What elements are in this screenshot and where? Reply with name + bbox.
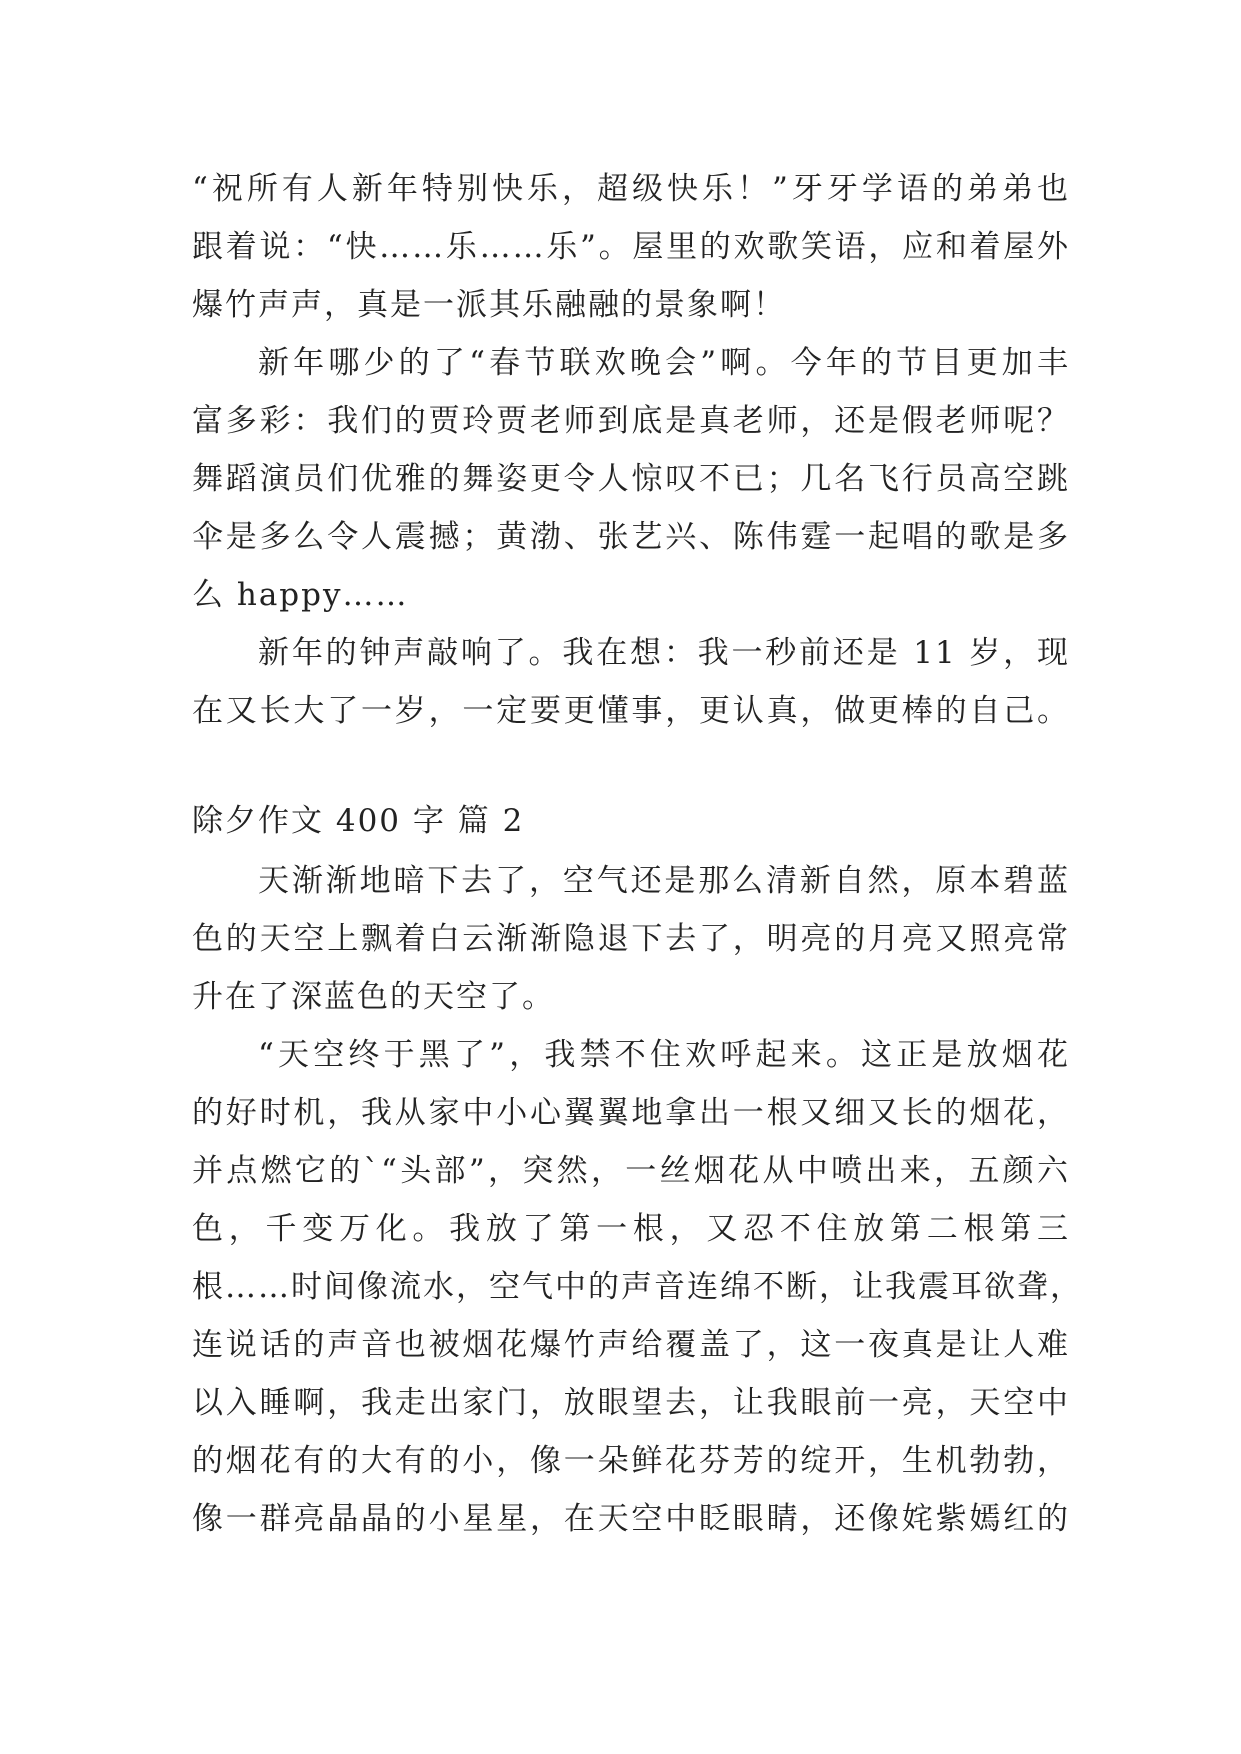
text-line: 升在了深蓝色的天空了。 [192, 979, 555, 1015]
text-line: 的烟花有的大有的小，像一朵鲜花芬芳的绽开，生机勃勃， [192, 1443, 1070, 1479]
text-line: 舞蹈演员们优雅的舞姿更令人惊叹不已；几名飞行员高空跳 [192, 461, 1070, 497]
text-line: 新年哪少的了“春节联欢晚会”啊。今年的节目更加丰 [258, 345, 1070, 381]
text-line: 的好时机，我从家中小心翼翼地拿出一根又细又长的烟花， [192, 1095, 1070, 1131]
text-line: 连说话的声音也被烟花爆竹声给覆盖了，这一夜真是让人难 [192, 1327, 1070, 1363]
text-line: 色，千变万化。我放了第一根，又忍不住放第二根第三 [192, 1211, 1070, 1247]
text-line: 跟着说：“快……乐……乐”。屋里的欢歌笑语，应和着屋外 [192, 229, 1070, 265]
essay-part-2 [192, 852, 1083, 1548]
text-line: “天空终于黑了”，我禁不住欢呼起来。这正是放烟花 [258, 1037, 1070, 1073]
text-line: “祝所有人新年特别快乐，超级快乐！”牙牙学语的弟弟也 [192, 171, 1070, 207]
essay-part-1 [192, 160, 1070, 740]
text-line: 色的天空上飘着白云渐渐隐退下去了，明亮的月亮又照亮常 [192, 921, 1070, 957]
section-heading: 除夕作文 400 字 篇 2 [192, 803, 525, 839]
text-line: 以入睡啊，我走出家门，放眼望去，让我眼前一亮，天空中 [192, 1385, 1070, 1421]
text-line: 在又长大了一岁，一定要更懂事，更认真，做更棒的自己。 [192, 693, 1070, 729]
text-line: 么 happy…… [192, 577, 409, 613]
text-line: 像一群亮晶晶的小星星，在天空中眨眼睛，还像姹紫嫣红的 [192, 1501, 1070, 1537]
text-line: 并点燃它的`“头部”，突然，一丝烟花从中喷出来，五颜六 [192, 1153, 1070, 1189]
text-line: 伞是多么令人震撼；黄渤、张艺兴、陈伟霆一起唱的歌是多 [192, 519, 1070, 555]
section-heading-block [192, 792, 1070, 850]
text-line: 根……时间像流水，空气中的声音连绵不断，让我震耳欲聋， [192, 1269, 1083, 1305]
text-line: 爆竹声声，真是一派其乐融融的景象啊！ [192, 287, 786, 323]
text-line: 天渐渐地暗下去了，空气还是那么清新自然，原本碧蓝 [258, 863, 1070, 899]
text-line: 新年的钟声敲响了。我在想：我一秒前还是 11 岁，现 [258, 635, 1070, 671]
text-line: 富多彩：我们的贾玲贾老师到底是真老师，还是假老师呢？ [192, 403, 1070, 439]
